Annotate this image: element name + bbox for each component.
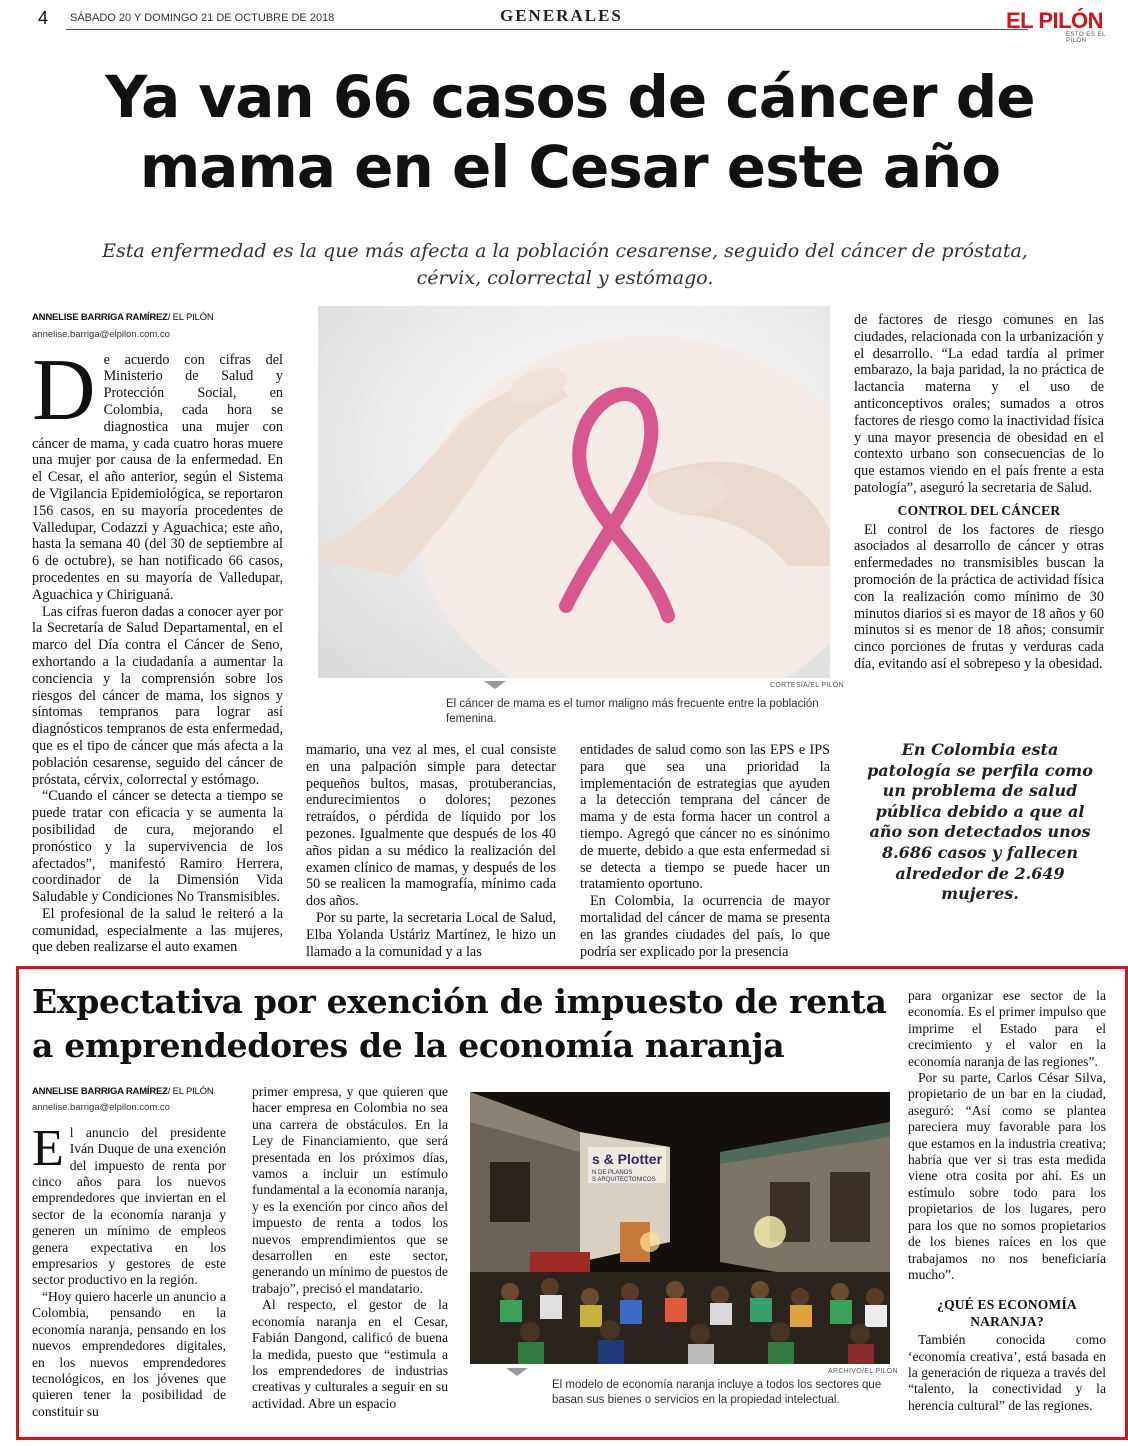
pull-quote: En Colombia esta patología se perfila como un problema de salud pública debido a que al año son detectados unos 8.686 casos y fallecen alrededor de 2.649 mujeres. [867, 740, 1093, 904]
paragraph: de factores de riesgo comunes en las ciudades, relacionada con la urbanización y el desarrollo. “La edad tardía al primer embarazo, la baja paridad, la no práctica de lactancia materna y el uso de anticonceptivos orales; sumados a otros factores de riesgo como la inactividad física y una mayor presencia de obesidad en el contexto urbano son consecuencias de lo que estamos viendo en el país frente a esta patología”, aseguró la secretaria de Salud. [854, 312, 1104, 496]
article2-byline: ANNELISE BARRIGA RAMÍREZ/ EL PILÓN [32, 1086, 214, 1097]
street-night-photo [470, 1092, 890, 1364]
sign-text: s & Plotter [592, 1151, 663, 1167]
photo-credit: ARCHIVO/EL PILÓN [828, 1368, 898, 1375]
article1-author-email: annelise.barriga@elpilon.com.co [32, 328, 170, 340]
section-subtitle: CONTROL DEL CÁNCER [897, 502, 1061, 518]
masthead [30, 6, 1110, 44]
caption-arrow-icon [484, 681, 506, 689]
masthead-rule [66, 29, 1028, 30]
paragraph: El control de los factores de riesgo asociados al desarrollo de cáncer y otras enfermedades no transmisibles buscan la promoción de la práctica de actividad física con la realización como mínimo de 30 minutos diarios si es mayor de 18 años y 60 minutos si es menor de 18 años; consumir cinco porciones de frutas y verduras cada día, evitando así el sobrepeso y la obesidad. [854, 521, 1104, 672]
breast-cancer-ribbon-photo [318, 306, 830, 678]
paragraph: Por su parte, la secretaria Local de Salud, Elba Yolanda Ustáriz Martínez, le hizo un llamado a la comunidad y a las [306, 909, 556, 960]
article1-column-3 [580, 742, 830, 960]
dropcap: D [32, 341, 96, 439]
subhead-line-2: cérvix, colorrectal y estómago. [416, 267, 714, 289]
paragraph: En Colombia, la ocurrencia de mayor mortalidad del cáncer de mama se presenta en las grandes ciudades del país, lo que podría ser explicado por la presencia [580, 893, 830, 960]
photo-caption: El cáncer de mama es el tumor maligno más frecuente entre la población femenina. [446, 698, 819, 725]
sign-text: S ARQUITECTONICOS [592, 1177, 656, 1183]
article1-column-2 [306, 742, 556, 960]
paragraph: “Hoy quiero hacerle un anuncio a Colombia, pensando en la economía naranja, pensando en los nuevos emprendedores digitales, en los nuevos emprendedores tecnológicos, en los jóvenes que quieren tener la posibilidad de constituir su [32, 1288, 226, 1419]
article1-column-4 [854, 312, 1104, 673]
headline-line-1: Ya van 66 casos de cáncer de [105, 63, 1035, 131]
paragraph: primer empresa, y que quieren que hacer empresa en Colombia no sea una carrera de obstáculos. En la Ley de Financiamiento, que será presentada en los próximos días, vamos a incluir un estímulo fundamental a la economía naranja, y es la exención por cinco años del impuesto de renta a todos los nuevos emprendimientos que se desarrollen en este sector, generando un mínimo de puestos de trabajo”, precisó el mandatario. [252, 1084, 448, 1296]
article1-column-1 [32, 310, 283, 956]
article2-author-email: annelise.barriga@elpilon.com.co [32, 1102, 170, 1114]
paragraph: e acuerdo con cifras del Ministerio de Salud y Protección Social, en Colombia, cada hora se diagnostica una mujer con cáncer de mama, y cada cuatro horas muere una mujer por causa de la enfermedad. En el Cesar, el año anterior, según el Sistema de Vigilancia Epidemiológica, se reportaron 156 casos, en su mayoría procedentes de Valledupar, Codazzi y Aguachica; este año, hasta la semana 40 (del 30 de septiembre al 6 de octubre), se han notificado 66 casos, procedentes en su mayoría de Valledupar, Aguachica y Chiriguaná. [32, 351, 283, 603]
article2-column-2 [252, 1084, 448, 1412]
section-subtitle: ¿QUÉ ES ECONOMÍA NARANJA? [937, 1297, 1077, 1329]
photo-credit: CORTESÍA/EL PILÓN [770, 682, 844, 689]
paragraph: entidades de salud como son las EPS e IPS para que sea una prioridad la implementación de estrategias que ayuden a la detección temprana del cáncer de mama y de esta forma hacer un control a tiempo. Agregó que cáncer no es sinónimo de muerte, debido a que esta enfermedad si se detecta a tiempo se puede hacer un tratamiento oportuno. [580, 742, 830, 893]
paragraph: Por su parte, Carlos César Silva, propietario de un bar en la ciudad, aseguró: “Así como se plantea pareciera muy favorable para los que estamos en la industria creativa; habría que ver si tras esta medida viene otra cosita por ahí. Es un estímulo sobre todo para los propietarios de los lugares, pero para los que no somos propietarios de los bienes raíces en los que trabajamos no nos beneficiaría mucho”. [908, 1070, 1106, 1282]
edition-date: SÁBADO 20 Y DOMINGO 21 DE OCTUBRE DE 2018 [70, 12, 335, 24]
caption-arrow-icon [506, 1368, 528, 1376]
paragraph: El profesional de la salud le reiteró a la comunidad, especialmente a las mujeres, que deben realizarse el auto examen [32, 905, 283, 956]
newspaper-tagline: ESTO ES EL PILÓN [1066, 32, 1106, 44]
newspaper-logo: EL PILÓN [1006, 8, 1104, 33]
ribbon-illustration [318, 306, 830, 678]
photo-caption: El modelo de economía naranja incluye a todos los sectores que basan sus bienes o servicios en la propiedad intelectual. [552, 1379, 882, 1406]
paragraph: Al respecto, el gestor de la economía naranja en el Cesar, Fabián Dangond, calificó de buena la medida, puesto que “estimula a los emprendedores de industrias creativas y culturales a seguir en su actividad. Abre un espacio [252, 1297, 448, 1411]
paragraph: para organizar ese sector de la economía. Es el primer impulso que imprime el Estado para el crecimiento y el valor en la economía naranja de las regiones”. [908, 988, 1106, 1069]
paragraph: También conocida como ‘economía creativa’, está basada en la generación de riqueza a través del “talento, la conectividad y la herencia cultural” de las regiones. [908, 1332, 1106, 1413]
street-scene [470, 1092, 890, 1364]
paragraph: l anuncio del presidente Iván Duque de una exención del impuesto de renta por cinco años para los nuevos emprendedores que inviertan en el sector de la economía naranja y generen un mínimo de empleos genera expectativa en los empresarios y gestores de este sector productivo en la región. [32, 1124, 226, 1288]
page-number: 4 [38, 8, 49, 28]
paragraph: “Cuando el cáncer se detecta a tiempo se puede tratar con eficacia y se aumenta la posibilidad de cura, mejorando el pronóstico y la supervivencia de los afectados”, manifestó Ramiro Herrera, coordinador de la Dimensión Vida Saludable y Condiciones No Transmisibles. [32, 788, 283, 906]
sign-text: N DE PLANOS [592, 1170, 633, 1176]
article1-headline [30, 62, 1110, 202]
article1-byline: ANNELISE BARRIGA RAMÍREZ/ EL PILÓN [32, 312, 214, 323]
headline-line-2: a emprendedores de la economía naranja [32, 1026, 785, 1065]
dropcap: E [32, 1119, 64, 1177]
article2-headline [32, 980, 902, 1068]
paragraph: Las cifras fueron dadas a conocer ayer por la Secretaría de Salud Departamental, en el marco del Día contra el Cáncer de Seno, exhortando a la ciudadanía a aumentar la conciencia y la comprensión sobre los riesgos del cáncer de mama, los signos y síntomas tempranos para lograr así diagnósticos tempranos de esta enfermedad, que es el tipo de cáncer que más afecta a la población cesarense, seguido del cáncer de próstata, cérvix, colorrectal y estómago. [32, 603, 283, 788]
headline-line-2: mama en el Cesar este año [139, 133, 1001, 201]
article2-column-3 [908, 988, 1106, 1414]
article1-subhead [60, 238, 1070, 292]
subhead-line-1: Esta enfermedad es la que más afecta a la población cesarense, seguido del cáncer de próstata, [102, 240, 1028, 262]
section-title: GENERALES [500, 6, 623, 25]
headline-line-1: Expectativa por exención de impuesto de renta [32, 982, 887, 1021]
paragraph: mamario, una vez al mes, el cual consiste en una palpación simple para detectar pequeños bultos, masas, protuberancias, endurecimientos o dolores; pezones retraídos, o pérdida de líquido por los pezones. Igualmente que después de los 40 años pidan a su médico la realización del examen clínico de mamas, y después de los 50 se realicen la mamografía, mínimo cada dos años. [306, 742, 556, 910]
article2-column-1 [32, 1084, 226, 1420]
